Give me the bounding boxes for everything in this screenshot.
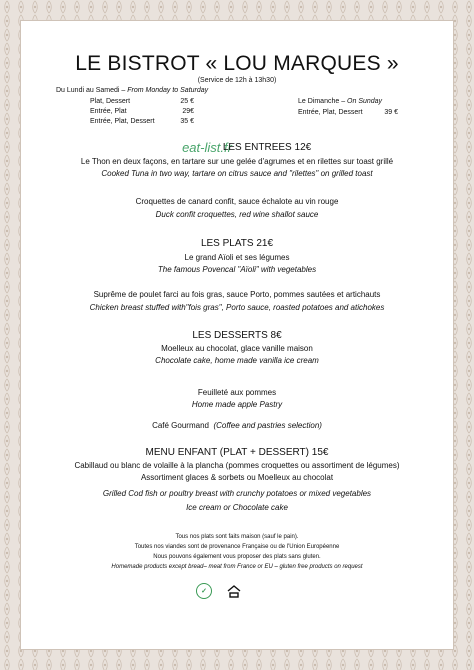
dish-fr: Le Thon en deux façons, en tartare sur une gelée d'agrumes et en rilettes sur toast grillé — [80, 157, 394, 166]
badges — [196, 583, 242, 599]
kids-dish-fr: Assortiment glaces & sorbets ou Moelleux au chocolat — [140, 473, 334, 482]
dish-fr: Café Gourmand — [152, 421, 209, 430]
homemade-leaf-icon: ✓ — [196, 583, 212, 599]
price-row — [298, 109, 398, 120]
dish-en: (Coffee and pastries selection) — [213, 421, 322, 430]
price-label: Entrée, Plat, Dessert — [298, 109, 363, 116]
dish-en: Chicken breast stuffed with"fois gras", Porto sauce, roasted potatoes and atichokes — [89, 303, 385, 312]
sunday-label-en: On Sunday — [347, 98, 383, 105]
section-entrees: LES ENTREES 12€ — [222, 142, 312, 153]
dish-fr: Croquettes de canard confit, sauce échalote au vin rouge — [135, 197, 339, 206]
weekday-prices — [90, 98, 194, 128]
weekday-label-fr: Du Lundi au Samedi – — [56, 87, 128, 94]
sunday-label-fr: Le Dimanche – — [298, 98, 348, 105]
footer-line: Tous nos plats sont faits maison (sauf le pain). — [175, 534, 299, 540]
dish-fr: Suprême de poulet farci au fois gras, sauce Porto, pommes sautées et artichauts — [93, 290, 381, 299]
dish-fr: Moelleux au chocolat, glace vanille maison — [161, 344, 313, 353]
section-desserts: LES DESSERTS 8€ — [192, 330, 282, 341]
price-label: Entrée, Plat, Dessert — [90, 118, 155, 125]
price-value: 35 € — [180, 118, 194, 125]
dish-en: The famous Povencal "Aïoli" with vegetables — [157, 265, 317, 274]
price-value: 39 € — [384, 109, 398, 116]
footer-line: Toutes nos viandes sont de provenance Française ou de l'Union Européenne — [134, 544, 340, 550]
dish-en: Duck confit croquettes, red wine shallot sauce — [155, 210, 319, 219]
price-label: Plat, Dessert — [90, 98, 131, 105]
dish-fr: Le grand Aïoli et ses légumes — [184, 253, 290, 262]
dish-en: Chocolate cake, home made vanilla ice cream — [155, 356, 319, 365]
kids-dish-en: Ice cream or Chocolate cake — [186, 503, 288, 512]
kids-dish-fr: Cabillaud ou blanc de volaille à la plancha (pommes croquettes ou assortiment de légumes) — [74, 461, 400, 470]
menu-page — [26, 24, 448, 644]
sunday-label — [298, 98, 398, 109]
sunday-prices — [298, 98, 398, 120]
footer-line: Homemade products except bread– meat from France or EU – gluten free products on request — [111, 564, 363, 570]
watermark: eat-list.fr — [182, 140, 232, 155]
dish-en: Cooked Tuna in two way, tartare on citrus sauce and "rilettes" on grilled toast — [101, 169, 373, 178]
section-enfant: MENU ENFANT (PLAT + DESSERT) 15€ — [145, 447, 329, 458]
dish-fr: Feuilleté aux pommes — [197, 388, 277, 397]
dish-en: Home made apple Pastry — [191, 400, 283, 409]
price-label: Entrée, Plat — [90, 108, 127, 115]
section-plats: LES PLATS 21€ — [200, 238, 274, 249]
footer-line: Nous pouvons également vous proposer des plats sans gluten. — [153, 554, 321, 560]
service-hours: (Service de 12h à 13h30) — [197, 77, 277, 84]
fait-maison-icon — [226, 584, 242, 598]
kids-dish-en: Grilled Cod fish or poultry breast with crunchy potatoes or mixed vegetables — [102, 489, 372, 498]
price-value: 25 € — [180, 98, 194, 105]
price-row — [90, 108, 194, 118]
price-row — [90, 118, 194, 128]
weekday-label-en: From Monday to Saturday — [127, 87, 209, 94]
page-title: LE BISTROT « LOU MARQUES » — [75, 52, 399, 75]
weekday-hours — [56, 87, 208, 94]
price-value: 29€ — [182, 108, 194, 115]
price-row — [90, 98, 194, 108]
cafe-gourmand — [26, 421, 448, 430]
